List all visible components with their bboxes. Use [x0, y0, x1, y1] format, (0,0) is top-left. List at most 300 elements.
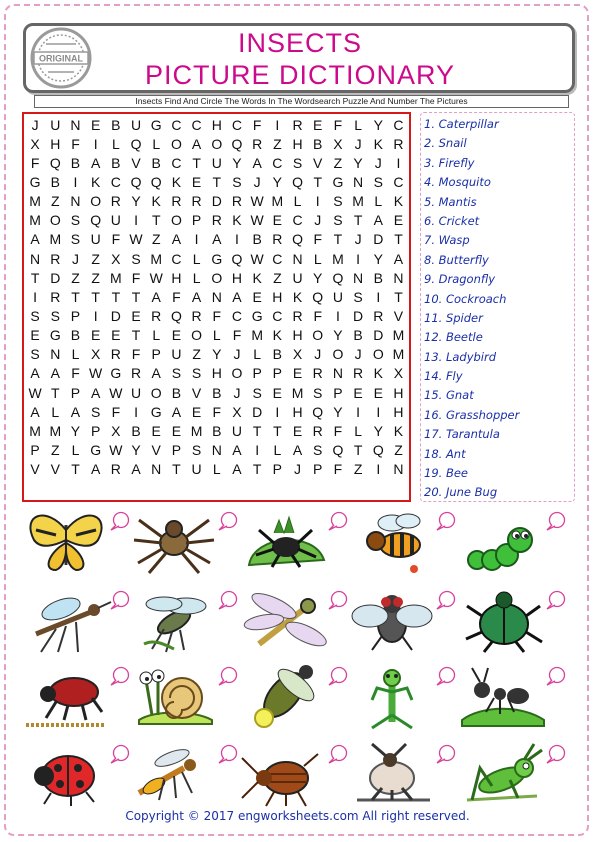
grid-letter[interactable]: F — [172, 288, 181, 305]
grid-letter[interactable]: F — [30, 154, 40, 171]
grid-letter[interactable]: L — [71, 346, 80, 363]
grid-letter[interactable]: R — [50, 288, 61, 305]
grid-letter[interactable]: Y — [131, 193, 141, 210]
grid-letter[interactable]: N — [393, 461, 404, 478]
grid-letter[interactable]: N — [30, 250, 41, 267]
grid-letter[interactable]: H — [393, 403, 404, 420]
grid-letter[interactable]: M — [332, 250, 344, 267]
grid-letter[interactable]: O — [150, 384, 162, 401]
grid-letter[interactable]: A — [191, 135, 202, 152]
grid-letter[interactable]: L — [111, 135, 120, 152]
grid-letter[interactable]: D — [373, 327, 384, 344]
grid-letter[interactable]: Q — [49, 154, 61, 171]
grid-letter[interactable]: C — [110, 173, 121, 190]
grid-letter[interactable]: S — [252, 384, 262, 401]
grid-letter[interactable]: I — [235, 231, 239, 248]
grid-letter[interactable]: X — [232, 403, 242, 420]
grid-letter[interactable]: G — [90, 441, 102, 458]
grid-letter[interactable]: V — [151, 441, 161, 458]
grid-letter[interactable]: T — [192, 154, 201, 171]
grid-letter[interactable]: Y — [212, 346, 222, 363]
grid-letter[interactable]: Q — [170, 307, 182, 324]
grid-letter[interactable]: R — [312, 422, 323, 439]
grid-letter[interactable]: S — [232, 173, 242, 190]
grid-letter[interactable]: S — [333, 212, 343, 229]
grid-letter[interactable]: S — [30, 307, 40, 324]
grid-letter[interactable]: L — [212, 461, 221, 478]
grid-letter[interactable]: K — [252, 269, 262, 286]
grid-letter[interactable]: B — [252, 231, 262, 248]
grid-letter[interactable]: I — [93, 135, 98, 152]
grid-letter[interactable]: A — [232, 288, 242, 305]
grid-letter[interactable]: G — [332, 173, 344, 190]
grid-letter[interactable]: Y — [272, 173, 283, 190]
grid-letter[interactable]: I — [134, 403, 138, 420]
grid-letter[interactable]: N — [353, 269, 364, 286]
grid-letter[interactable]: E — [272, 384, 283, 401]
grid-letter[interactable]: Q — [231, 135, 243, 152]
grid-letter[interactable]: C — [272, 307, 283, 324]
grid-letter[interactable]: Q — [332, 441, 344, 458]
grid-letter[interactable]: F — [212, 403, 222, 420]
grid-letter[interactable]: L — [51, 403, 60, 420]
grid-letter[interactable]: T — [131, 288, 141, 305]
grid-letter[interactable]: J — [31, 116, 39, 133]
grid-letter[interactable]: R — [353, 365, 364, 382]
grid-letter[interactable]: K — [272, 327, 283, 344]
grid-letter[interactable]: S — [70, 212, 81, 229]
grid-letter[interactable]: Z — [51, 193, 60, 210]
grid-letter[interactable]: E — [151, 422, 161, 439]
grid-letter[interactable]: X — [111, 422, 121, 439]
grid-letter[interactable]: L — [192, 250, 201, 267]
grid-letter[interactable]: F — [313, 307, 322, 324]
grid-letter[interactable]: Z — [353, 461, 363, 478]
grid-letter[interactable]: A — [90, 384, 101, 401]
grid-letter[interactable]: O — [231, 365, 243, 382]
grid-letter[interactable]: R — [171, 193, 182, 210]
grid-letter[interactable]: R — [292, 307, 303, 324]
grid-letter[interactable]: D — [110, 307, 121, 324]
grid-letter[interactable]: F — [111, 231, 121, 248]
grid-letter[interactable]: S — [333, 193, 343, 210]
grid-letter[interactable]: X — [333, 135, 343, 152]
grid-letter[interactable]: K — [393, 193, 404, 210]
grid-letter[interactable]: J — [374, 154, 382, 171]
grid-letter[interactable]: B — [313, 135, 323, 152]
grid-letter[interactable]: T — [333, 231, 343, 248]
grid-letter[interactable]: J — [354, 346, 362, 363]
grid-letter[interactable]: V — [313, 154, 323, 171]
grid-letter[interactable]: L — [253, 346, 262, 363]
grid-letter[interactable]: S — [373, 173, 383, 190]
grid-letter[interactable]: O — [191, 327, 203, 344]
grid-letter[interactable]: H — [272, 288, 283, 305]
grid-letter[interactable]: R — [110, 346, 121, 363]
grid-letter[interactable]: Q — [150, 173, 162, 190]
grid-letter[interactable]: H — [171, 269, 182, 286]
grid-letter[interactable]: T — [252, 461, 262, 478]
grid-letter[interactable]: P — [30, 441, 40, 458]
grid-letter[interactable]: T — [172, 461, 181, 478]
grid-letter[interactable]: Y — [373, 422, 383, 439]
grid-letter[interactable]: R — [191, 307, 202, 324]
grid-letter[interactable]: P — [70, 384, 81, 401]
grid-letter[interactable]: A — [252, 154, 262, 171]
grid-letter[interactable]: P — [70, 307, 81, 324]
grid-letter[interactable]: K — [393, 422, 404, 439]
grid-letter[interactable]: A — [70, 403, 81, 420]
grid-letter[interactable]: F — [131, 269, 141, 286]
grid-letter[interactable]: C — [231, 116, 243, 133]
grid-letter[interactable]: O — [170, 212, 182, 229]
grid-letter[interactable]: T — [91, 288, 100, 305]
grid-letter[interactable]: N — [353, 173, 364, 190]
grid-letter[interactable]: K — [171, 173, 182, 190]
grid-letter[interactable]: N — [151, 461, 162, 478]
grid-letter[interactable]: G — [29, 173, 41, 190]
grid-letter[interactable]: X — [30, 135, 40, 152]
grid-letter[interactable]: B — [353, 327, 363, 344]
grid-letter[interactable]: P — [272, 461, 283, 478]
grid-letter[interactable]: J — [253, 173, 261, 190]
grid-letter[interactable]: M — [29, 193, 41, 210]
grid-letter[interactable]: I — [376, 288, 381, 305]
grid-letter[interactable]: D — [353, 307, 364, 324]
grid-letter[interactable]: M — [190, 422, 203, 439]
grid-letter[interactable]: F — [71, 135, 80, 152]
grid-letter[interactable]: T — [313, 173, 322, 190]
grid-letter[interactable]: W — [28, 384, 42, 401]
grid-letter[interactable]: X — [90, 346, 101, 363]
grid-letter[interactable]: H — [292, 403, 303, 420]
grid-letter[interactable]: L — [71, 441, 80, 458]
grid-letter[interactable]: W — [250, 193, 264, 210]
grid-letter[interactable]: N — [50, 346, 61, 363]
grid-letter[interactable]: B — [131, 422, 141, 439]
grid-letter[interactable]: L — [212, 327, 221, 344]
grid-letter[interactable]: E — [373, 384, 383, 401]
grid-letter[interactable]: A — [50, 365, 60, 382]
grid-letter[interactable]: S — [90, 403, 101, 420]
grid-letter[interactable]: T — [71, 288, 80, 305]
grid-letter[interactable]: U — [191, 461, 202, 478]
grid-letter[interactable]: S — [191, 441, 202, 458]
grid-letter[interactable]: Y — [373, 116, 383, 133]
grid-letter[interactable]: U — [110, 212, 121, 229]
grid-letter[interactable]: E — [171, 422, 182, 439]
grid-letter[interactable]: A — [191, 288, 202, 305]
grid-letter[interactable]: Q — [130, 173, 142, 190]
grid-letter[interactable]: J — [354, 231, 362, 248]
grid-letter[interactable]: A — [131, 461, 141, 478]
grid-letter[interactable]: G — [110, 365, 122, 382]
grid-letter[interactable]: G — [150, 116, 162, 133]
grid-letter[interactable]: M — [271, 193, 284, 210]
grid-letter[interactable]: V — [393, 307, 404, 324]
grid-letter[interactable]: A — [30, 403, 40, 420]
grid-letter[interactable]: L — [313, 250, 322, 267]
grid-letter[interactable]: A — [171, 231, 182, 248]
grid-letter[interactable]: E — [353, 384, 363, 401]
grid-letter[interactable]: E — [393, 212, 404, 229]
grid-letter[interactable]: I — [396, 154, 401, 171]
grid-letter[interactable]: W — [250, 212, 264, 229]
grid-letter[interactable]: A — [292, 441, 303, 458]
grid-letter[interactable]: K — [232, 212, 242, 229]
grid-letter[interactable]: S — [191, 365, 202, 382]
grid-letter[interactable]: T — [252, 422, 262, 439]
grid-letter[interactable]: C — [231, 307, 243, 324]
grid-letter[interactable]: P — [191, 212, 202, 229]
grid-letter[interactable]: Z — [71, 269, 80, 286]
grid-letter[interactable]: N — [70, 116, 81, 133]
grid-letter[interactable]: T — [353, 441, 363, 458]
grid-letter[interactable]: U — [50, 116, 61, 133]
grid-letter[interactable]: M — [49, 422, 62, 439]
grid-letter[interactable]: R — [110, 193, 121, 210]
grid-letter[interactable]: V — [131, 154, 141, 171]
grid-letter[interactable]: M — [49, 231, 62, 248]
grid-letter[interactable]: D — [50, 269, 61, 286]
grid-letter[interactable]: T — [394, 288, 403, 305]
grid-letter[interactable]: P — [333, 384, 343, 401]
number-bubble[interactable] — [546, 590, 566, 610]
grid-letter[interactable]: W — [149, 269, 163, 286]
grid-letter[interactable]: C — [393, 173, 404, 190]
grid-letter[interactable]: Q — [292, 173, 303, 190]
grid-letter[interactable]: K — [292, 288, 303, 305]
grid-letter[interactable]: F — [333, 422, 343, 439]
grid-letter[interactable]: I — [73, 173, 78, 190]
grid-letter[interactable]: N — [211, 441, 222, 458]
grid-letter[interactable]: K — [373, 365, 383, 382]
grid-letter[interactable]: C — [171, 154, 182, 171]
grid-letter[interactable]: U — [332, 288, 343, 305]
grid-letter[interactable]: E — [252, 288, 262, 305]
grid-letter[interactable]: Y — [313, 269, 323, 286]
grid-letter[interactable]: L — [374, 193, 383, 210]
grid-letter[interactable]: E — [90, 327, 101, 344]
grid-letter[interactable]: B — [111, 116, 121, 133]
grid-letter[interactable]: L — [273, 441, 282, 458]
grid-letter[interactable]: T — [111, 288, 121, 305]
grid-letter[interactable]: F — [232, 327, 242, 344]
grid-letter[interactable]: F — [212, 307, 222, 324]
grid-letter[interactable]: E — [171, 327, 182, 344]
grid-letter[interactable]: J — [314, 212, 322, 229]
grid-letter[interactable]: I — [255, 441, 260, 458]
grid-letter[interactable]: I — [315, 193, 320, 210]
grid-letter[interactable]: Z — [333, 154, 343, 171]
grid-letter[interactable]: R — [211, 212, 222, 229]
grid-letter[interactable]: Q — [292, 231, 303, 248]
grid-letter[interactable]: I — [33, 288, 38, 305]
grid-letter[interactable]: R — [231, 193, 243, 210]
grid-letter[interactable]: E — [292, 422, 303, 439]
grid-letter[interactable]: B — [151, 154, 161, 171]
grid-letter[interactable]: C — [272, 154, 283, 171]
grid-letter[interactable]: R — [272, 231, 283, 248]
grid-letter[interactable]: S — [292, 154, 303, 171]
grid-letter[interactable]: F — [313, 231, 322, 248]
grid-letter[interactable]: M — [392, 327, 405, 344]
grid-letter[interactable]: G — [251, 307, 263, 324]
grid-letter[interactable]: J — [354, 135, 362, 152]
grid-letter[interactable]: D — [211, 193, 222, 210]
grid-letter[interactable]: U — [292, 269, 303, 286]
grid-letter[interactable]: J — [233, 346, 241, 363]
grid-letter[interactable]: N — [332, 365, 343, 382]
grid-letter[interactable]: P — [252, 365, 262, 382]
grid-letter[interactable]: N — [393, 269, 404, 286]
grid-letter[interactable]: X — [292, 346, 303, 363]
grid-letter[interactable]: Z — [192, 346, 201, 363]
grid-letter[interactable]: O — [170, 135, 182, 152]
grid-letter[interactable]: R — [151, 307, 162, 324]
grid-letter[interactable]: A — [393, 250, 404, 267]
grid-letter[interactable]: K — [373, 135, 383, 152]
grid-letter[interactable]: J — [71, 250, 79, 267]
grid-letter[interactable]: I — [376, 461, 381, 478]
grid-letter[interactable]: T — [30, 269, 40, 286]
grid-letter[interactable]: E — [191, 173, 202, 190]
grid-letter[interactable]: Q — [231, 250, 243, 267]
grid-letter[interactable]: U — [130, 116, 142, 133]
grid-letter[interactable]: W — [109, 384, 123, 401]
grid-letter[interactable]: H — [231, 269, 243, 286]
grid-letter[interactable]: O — [332, 346, 344, 363]
grid-letter[interactable]: Q — [90, 212, 102, 229]
grid-letter[interactable]: W — [250, 250, 264, 267]
grid-letter[interactable]: C — [171, 250, 182, 267]
grid-letter[interactable]: I — [376, 403, 381, 420]
grid-letter[interactable]: V — [50, 461, 60, 478]
grid-letter[interactable]: O — [49, 212, 61, 229]
grid-letter[interactable]: T — [353, 212, 363, 229]
grid-letter[interactable]: F — [71, 365, 80, 382]
grid-letter[interactable]: H — [292, 135, 303, 152]
grid-letter[interactable]: M — [150, 250, 163, 267]
grid-letter[interactable]: Y — [333, 327, 343, 344]
grid-letter[interactable]: P — [171, 441, 182, 458]
grid-letter[interactable]: O — [211, 135, 223, 152]
grid-letter[interactable]: E — [191, 403, 202, 420]
grid-letter[interactable]: P — [313, 461, 323, 478]
grid-letter[interactable]: H — [292, 327, 303, 344]
grid-letter[interactable]: I — [356, 403, 361, 420]
grid-letter[interactable]: B — [212, 384, 222, 401]
grid-letter[interactable]: V — [191, 384, 202, 401]
grid-letter[interactable]: S — [50, 307, 60, 324]
grid-letter[interactable]: W — [89, 365, 103, 382]
grid-letter[interactable]: N — [211, 288, 222, 305]
grid-letter[interactable]: X — [111, 250, 121, 267]
grid-letter[interactable]: R — [130, 365, 142, 382]
grid-letter[interactable]: J — [314, 346, 322, 363]
grid-letter[interactable]: O — [372, 346, 384, 363]
grid-letter[interactable]: B — [70, 154, 81, 171]
grid-letter[interactable]: I — [93, 307, 98, 324]
grid-letter[interactable]: E — [111, 327, 121, 344]
grid-letter[interactable]: T — [151, 212, 161, 229]
grid-letter[interactable]: R — [191, 193, 202, 210]
grid-letter[interactable]: F — [333, 461, 343, 478]
grid-letter[interactable]: T — [273, 422, 282, 439]
grid-letter[interactable]: Z — [273, 135, 282, 152]
grid-letter[interactable]: R — [252, 135, 263, 152]
grid-letter[interactable]: M — [251, 327, 263, 344]
grid-letter[interactable]: I — [194, 231, 199, 248]
grid-letter[interactable]: B — [111, 154, 121, 171]
grid-letter[interactable]: Q — [130, 135, 142, 152]
grid-letter[interactable]: W — [109, 441, 123, 458]
grid-letter[interactable]: P — [151, 346, 161, 363]
grid-letter[interactable]: W — [129, 231, 143, 248]
grid-letter[interactable]: K — [90, 173, 101, 190]
grid-letter[interactable]: A — [30, 365, 40, 382]
grid-letter[interactable]: Z — [394, 441, 403, 458]
grid-letter[interactable]: S — [70, 231, 81, 248]
grid-letter[interactable]: S — [30, 346, 40, 363]
grid-letter[interactable]: T — [131, 327, 141, 344]
grid-letter[interactable]: K — [151, 193, 161, 210]
grid-letter[interactable]: M — [29, 422, 41, 439]
grid-letter[interactable]: Y — [333, 403, 343, 420]
grid-letter[interactable]: R — [110, 461, 121, 478]
grid-letter[interactable]: Z — [151, 231, 161, 248]
grid-letter[interactable]: P — [272, 365, 283, 382]
number-bubble[interactable] — [546, 666, 566, 686]
grid-letter[interactable]: E — [272, 212, 283, 229]
grid-letter[interactable]: G — [49, 327, 61, 344]
grid-letter[interactable]: H — [211, 116, 222, 133]
grid-letter[interactable]: D — [373, 231, 384, 248]
grid-letter[interactable]: S — [353, 288, 363, 305]
grid-letter[interactable]: Z — [91, 250, 100, 267]
grid-letter[interactable]: A — [151, 288, 161, 305]
grid-letter[interactable]: X — [393, 365, 404, 382]
grid-letter[interactable]: O — [312, 327, 324, 344]
grid-letter[interactable]: A — [373, 212, 383, 229]
grid-letter[interactable]: M — [110, 269, 122, 286]
grid-letter[interactable]: R — [292, 116, 303, 133]
grid-letter[interactable]: B — [70, 327, 81, 344]
grid-letter[interactable]: C — [191, 116, 202, 133]
grid-letter[interactable]: F — [131, 346, 141, 363]
grid-letter[interactable]: Z — [273, 269, 282, 286]
grid-letter[interactable]: A — [30, 231, 40, 248]
grid-letter[interactable]: R — [312, 365, 323, 382]
grid-letter[interactable]: Q — [312, 403, 324, 420]
grid-letter[interactable]: U — [231, 422, 243, 439]
grid-letter[interactable]: F — [333, 116, 343, 133]
grid-letter[interactable]: Q — [312, 288, 324, 305]
grid-letter[interactable]: A — [171, 403, 182, 420]
grid-letter[interactable]: H — [393, 384, 404, 401]
grid-letter[interactable]: Y — [373, 250, 383, 267]
grid-letter[interactable]: L — [192, 269, 201, 286]
grid-letter[interactable]: G — [211, 250, 223, 267]
grid-letter[interactable]: T — [212, 173, 222, 190]
grid-letter[interactable]: J — [233, 384, 241, 401]
grid-letter[interactable]: D — [252, 403, 263, 420]
grid-letter[interactable]: U — [90, 231, 101, 248]
grid-letter[interactable]: M — [392, 346, 405, 363]
number-bubble[interactable] — [546, 744, 566, 764]
grid-letter[interactable]: B — [50, 173, 60, 190]
grid-letter[interactable]: Y — [70, 422, 81, 439]
